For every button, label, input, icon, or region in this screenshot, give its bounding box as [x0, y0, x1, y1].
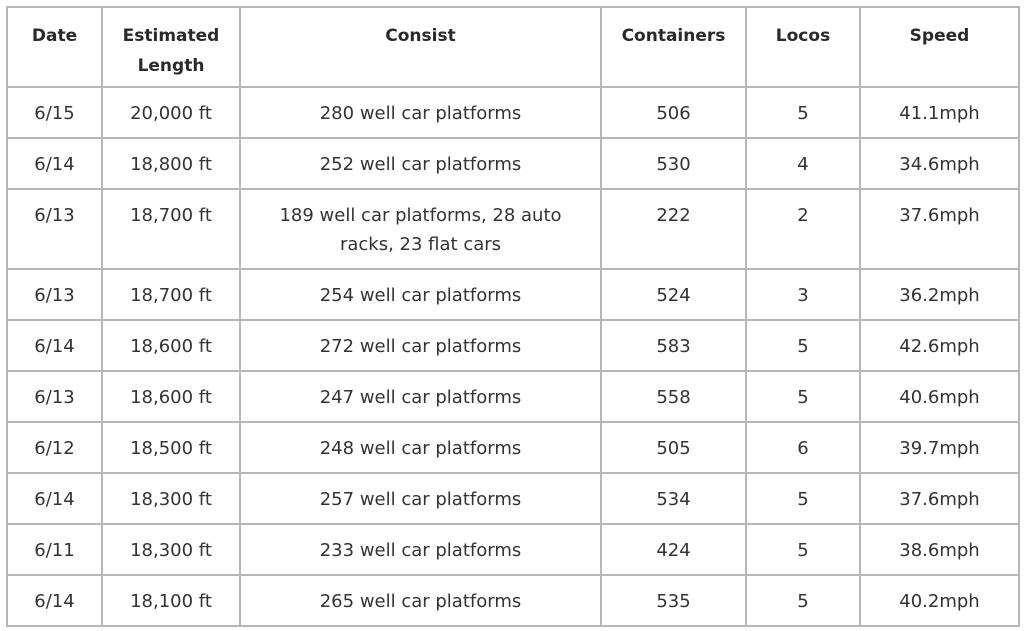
cell-containers: 424	[601, 524, 746, 575]
cell-consist: 247 well car platforms	[240, 371, 601, 422]
cell-date: 6/15	[7, 87, 102, 138]
cell-date: 6/14	[7, 138, 102, 189]
cell-estimated-length: 18,700 ft	[102, 269, 240, 320]
cell-consist: 257 well car platforms	[240, 473, 601, 524]
cell-speed: 40.2mph	[860, 575, 1019, 626]
cell-consist: 265 well car platforms	[240, 575, 601, 626]
cell-estimated-length: 18,700 ft	[102, 189, 240, 269]
cell-date: 6/13	[7, 189, 102, 269]
cell-speed: 37.6mph	[860, 189, 1019, 269]
cell-locos: 6	[746, 422, 860, 473]
cell-speed: 34.6mph	[860, 138, 1019, 189]
cell-locos: 5	[746, 371, 860, 422]
table-header-row	[7, 7, 1019, 87]
cell-speed: 37.6mph	[860, 473, 1019, 524]
cell-date: 6/14	[7, 575, 102, 626]
cell-consist: 252 well car platforms	[240, 138, 601, 189]
header-estimated-length: Estimated Length	[102, 7, 240, 87]
cell-containers: 534	[601, 473, 746, 524]
cell-containers: 222	[601, 189, 746, 269]
cell-date: 6/13	[7, 371, 102, 422]
cell-consist: 272 well car platforms	[240, 320, 601, 371]
cell-locos: 2	[746, 189, 860, 269]
cell-estimated-length: 18,600 ft	[102, 320, 240, 371]
header-date: Date	[7, 7, 102, 87]
cell-date: 6/14	[7, 320, 102, 371]
cell-estimated-length: 18,300 ft	[102, 524, 240, 575]
table-row	[7, 422, 1019, 473]
table-row	[7, 524, 1019, 575]
cell-consist: 233 well car platforms	[240, 524, 601, 575]
cell-estimated-length: 18,100 ft	[102, 575, 240, 626]
cell-estimated-length: 18,300 ft	[102, 473, 240, 524]
cell-speed: 40.6mph	[860, 371, 1019, 422]
header-speed: Speed	[860, 7, 1019, 87]
cell-containers: 583	[601, 320, 746, 371]
cell-containers: 524	[601, 269, 746, 320]
cell-locos: 3	[746, 269, 860, 320]
table-row	[7, 269, 1019, 320]
cell-containers: 506	[601, 87, 746, 138]
table-row	[7, 87, 1019, 138]
cell-locos: 5	[746, 575, 860, 626]
table-row	[7, 189, 1019, 269]
cell-date: 6/12	[7, 422, 102, 473]
table-row	[7, 320, 1019, 371]
cell-locos: 4	[746, 138, 860, 189]
cell-containers: 535	[601, 575, 746, 626]
table-row	[7, 371, 1019, 422]
cell-locos: 5	[746, 473, 860, 524]
cell-locos: 5	[746, 524, 860, 575]
table-row	[7, 473, 1019, 524]
cell-estimated-length: 18,600 ft	[102, 371, 240, 422]
table-row	[7, 138, 1019, 189]
header-containers: Containers	[601, 7, 746, 87]
cell-containers: 505	[601, 422, 746, 473]
train-table-container	[6, 6, 1020, 627]
train-consist-table	[6, 6, 1020, 627]
cell-consist: 189 well car platforms, 28 auto racks, 23 flat cars	[240, 189, 601, 269]
cell-containers: 530	[601, 138, 746, 189]
cell-estimated-length: 18,500 ft	[102, 422, 240, 473]
cell-date: 6/13	[7, 269, 102, 320]
cell-speed: 39.7mph	[860, 422, 1019, 473]
cell-speed: 36.2mph	[860, 269, 1019, 320]
cell-consist: 254 well car platforms	[240, 269, 601, 320]
cell-estimated-length: 20,000 ft	[102, 87, 240, 138]
table-row	[7, 575, 1019, 626]
header-locos: Locos	[746, 7, 860, 87]
cell-containers: 558	[601, 371, 746, 422]
cell-locos: 5	[746, 87, 860, 138]
cell-speed: 38.6mph	[860, 524, 1019, 575]
cell-date: 6/11	[7, 524, 102, 575]
cell-locos: 5	[746, 320, 860, 371]
cell-consist: 248 well car platforms	[240, 422, 601, 473]
cell-consist: 280 well car platforms	[240, 87, 601, 138]
header-consist: Consist	[240, 7, 601, 87]
cell-speed: 42.6mph	[860, 320, 1019, 371]
cell-date: 6/14	[7, 473, 102, 524]
cell-speed: 41.1mph	[860, 87, 1019, 138]
cell-estimated-length: 18,800 ft	[102, 138, 240, 189]
